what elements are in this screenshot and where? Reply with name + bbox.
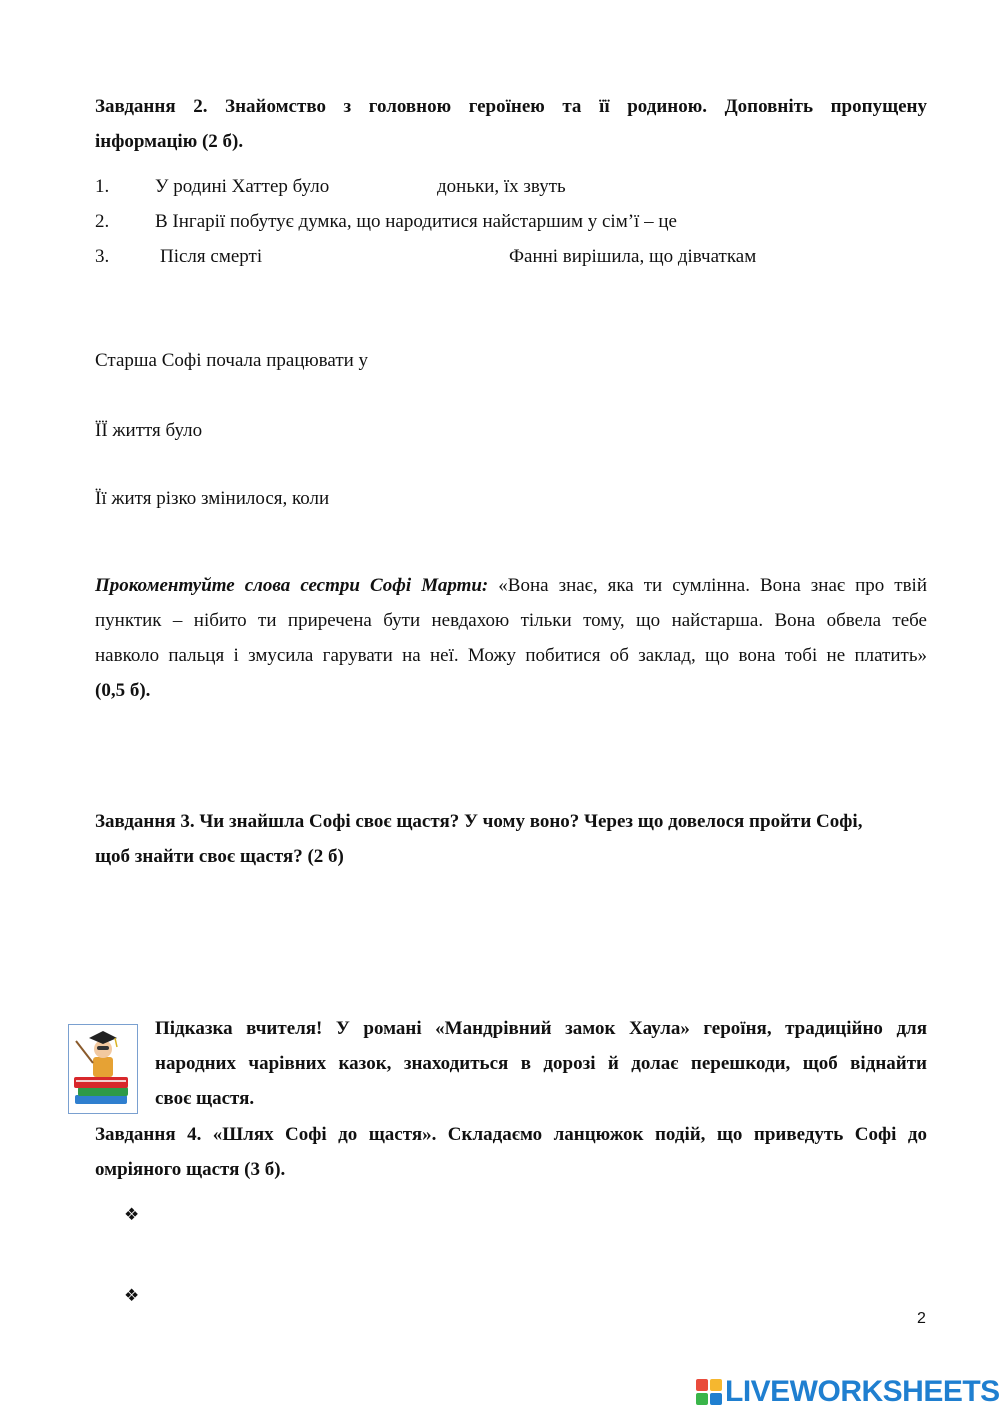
task4-line1: Завдання 4. «Шлях Софі до щастя». Складаємо ланцюжок подій, що приведуть Софі до [95,1124,927,1145]
list-item-text: доньки, їх звуть [437,176,566,197]
list-item-number: 2. [95,211,110,232]
hint-line3: своє щастя. [155,1088,255,1109]
fill-line-life: ЇЇ життя було [95,420,203,441]
list-item-text: Фанні вирішила, що дівчаткам [509,246,757,267]
list-item-text: У родині Хаттер було [155,176,330,197]
comment-line3: навколо пальця і змусила гарувати на неї. Можу побитися об заклад, що вона тобі не платить» [95,645,927,666]
task3-line2: щоб знайти своє щастя? (2 б) [95,846,344,867]
comment-points: (0,5 б). [95,680,151,701]
list-item-text: Після смерті [160,246,263,267]
comment-quote-start: «Вона знає, яка ти сумлінна. Вона знає про твій [488,575,927,596]
list-item-number: 1. [95,176,110,197]
comment-line1 [95,568,927,603]
fill-line-work: Старша Софі почала працювати у [95,350,369,371]
task4-line2: омріяного щастя (3 б). [95,1159,286,1180]
liveworksheets-logo-icon [696,1379,722,1405]
list-item-number: 3. [95,246,110,267]
brand-name: LIVEWORKSHEETS [725,1375,1000,1408]
task2-title-line1: Завдання 2. Знайомство з головною героїнею та її родиною. Доповніть пропущену [95,96,927,117]
hint-line1: Підказка вчителя! У романі «Мандрівний замок Хаула» героїня, традиційно для [155,1018,927,1039]
fill-line-change: Її житя різко змінилося, коли [95,488,330,509]
teacher-illustration [69,1025,137,1113]
bullet-diamond: ❖ [124,1286,140,1305]
task3-line1: Завдання 3. Чи знайшла Софі своє щастя? У чому воно? Через що довелося пройти Софі, [95,811,863,832]
comment-prompt: Прокоментуйте слова сестри Софі Марти: [95,575,489,596]
brand-logo[interactable] [696,1375,1000,1409]
page-number: 2 [917,1310,926,1327]
teacher-icon [68,1024,138,1114]
task2-title-line2: інформацію (2 б). [95,131,244,152]
bullet-diamond: ❖ [124,1205,140,1224]
list-item-text: В Інгарії побутує думка, що народитися найстаршим у сім’ї – це [155,211,677,232]
hint-line2: народних чарівних казок, знаходиться в дорозі й долає перешкоди, щоб віднайти [155,1053,927,1074]
comment-line2: пунктик – нібито ти приречена бути невдахою тільки тому, що найстарша. Вона обвела тебе [95,610,927,631]
